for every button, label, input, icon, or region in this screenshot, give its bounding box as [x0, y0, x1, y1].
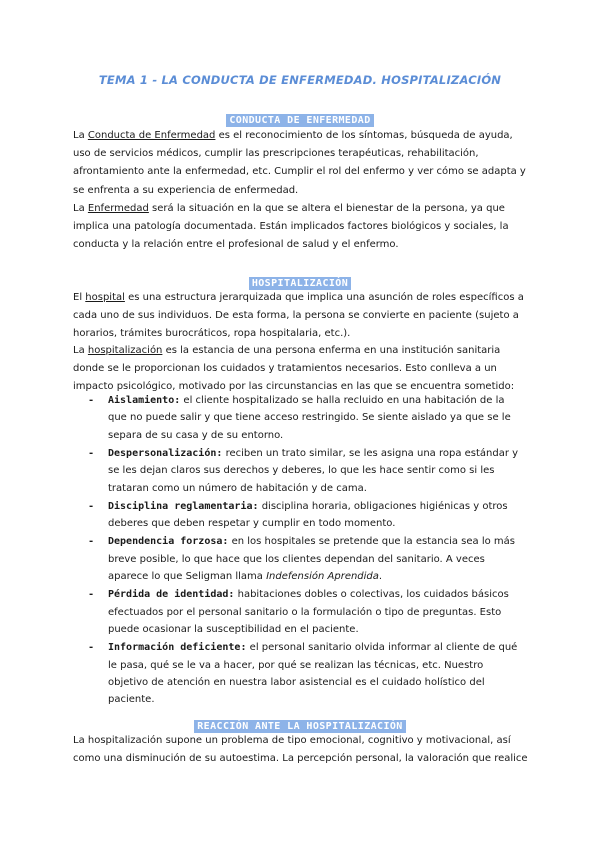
section-heading-hospitalizacion: HOSPITALIZACIÓN: [249, 277, 351, 290]
list-dash: -: [89, 395, 94, 406]
list-item-text: en los hospitales se pretende que la estancia sea lo más breve posible, lo que hace que los clientes dependan del sanitario. A veces aparece lo que Seligman llama: [108, 536, 515, 583]
paragraph-text: es la estancia de una persona enferma en una institución sanitaria donde se le proporcionan los cuidados y tratamientos necesarios. Esto conlleva a un impacto psicológico, motivado por las circunstancias en las que se encuentra sometido:: [73, 345, 515, 393]
paragraph-conducta-definition: [73, 127, 533, 200]
paragraph-enfermedad-definition: [73, 200, 533, 255]
list-item-text: disciplina horaria, obligaciones higiénicas y otros deberes que deben respetar y cumplir en todo momento.: [108, 500, 508, 530]
term-conducta-enfermedad: Conducta de Enfermedad: [87, 130, 216, 141]
list-item-term: Aislamiento:: [108, 395, 181, 406]
list-dash: -: [89, 447, 94, 459]
list-item-text: el cliente hospitalizado se halla recluido en una habitación de la que no puede salir y que tiene acceso restringido. Se siente aislado ya que se le separa de su casa y de su entorno.: [108, 395, 511, 441]
list-item-term: Despersonalización:: [108, 447, 223, 459]
list-item: [86, 639, 526, 709]
list-dash: -: [89, 500, 94, 512]
list-item-term: Pérdida de identidad:: [108, 589, 235, 601]
term-hospital: hospital: [85, 292, 125, 303]
list-dash: -: [89, 642, 94, 654]
paragraph-text: es una estructura jerarquizada que implica una asunción de roles específicos a cada uno de sus individuos. De esta forma, la persona se convierte en paciente (sujeto a horarios, trámites burocráticos, ropa hospitalaria, etc.).: [73, 292, 524, 340]
list-item-term: Disciplina reglamentaria:: [108, 500, 259, 512]
impact-list: [86, 392, 526, 709]
term-enfermedad: Enfermedad: [87, 203, 149, 214]
list-item-italic-term: Indefensión Aprendida: [266, 571, 379, 583]
list-item: [86, 533, 526, 585]
term-hospitalizacion: hospitalización: [87, 345, 163, 356]
list-item-text: el personal sanitario olvida informar al cliente de qué le pasa, qué se le va a hacer, por qué se realizan las técnicas, etc. Nuestro objetivo de atención en nuestra labor asistencial es el cuidado holístico del paciente.: [108, 642, 518, 706]
list-item: [86, 445, 526, 497]
list-item: [86, 498, 526, 533]
document-title: TEMA 1 - LA CONDUCTA DE ENFERMEDAD. HOSPITALIZACIÓN: [98, 73, 502, 87]
paragraph-prefix: La: [73, 203, 88, 214]
paragraph-prefix: El: [73, 292, 86, 303]
list-dash: -: [89, 536, 94, 548]
paragraph-prefix: La: [73, 130, 88, 141]
list-item-term: Dependencia forzosa:: [108, 536, 229, 548]
section-heading-wrap: [0, 714, 600, 733]
paragraph-text: La hospitalización supone un problema de tipo emocional, cognitivo y motivacional, así como una disminución de su autoestima. La percepción personal, la valoración que realice: [73, 735, 528, 765]
list-item-text: reciben un trato similar, se les asigna una ropa estándar y se les dejan claros sus derechos y deberes, lo que les hace sentir como si les trataran como un número de habitación y de cama.: [108, 447, 519, 494]
paragraph-hospitalizacion-definition: [73, 342, 533, 397]
list-item-text: habitaciones dobles o colectivas, los cuidados básicos efectuados por el personal sanitario o la formulación o tipo de preguntas. Esto puede ocasionar la susceptibilidad en el paciente.: [108, 589, 509, 636]
list-dash: -: [89, 589, 94, 601]
paragraph-text: será la situación en la que se altera el bienestar de la persona, ya que implica una patología documentada. Están implicados factores biológicos y sociales, la conducta y la relación entre el profesional de salud y el enfermo.: [73, 203, 509, 251]
section-heading-wrap: [0, 108, 600, 127]
section-heading-conducta: CONDUCTA DE ENFERMEDAD: [226, 114, 373, 127]
paragraph-text: es el reconocimiento de los síntomas, búsqueda de ayuda, uso de servicios médicos, cumplir las prescripciones terapéuticas, rehabilitación, afrontamiento ante la enfermedad, etc. Cumplir el rol del enfermo y ver cómo se adapta y se enfrenta a su experiencia de enfermedad.: [73, 130, 526, 196]
list-item: [86, 392, 526, 444]
paragraph-prefix: La: [73, 345, 88, 356]
paragraph-reaccion-intro: [73, 732, 533, 768]
paragraph-hospital-definition: [73, 289, 533, 344]
list-item-term: Información deficiente:: [108, 642, 247, 654]
section-heading-reaccion: REACCIÓN ANTE LA HOSPITALIZACIÓN: [194, 720, 405, 733]
section-heading-wrap: [0, 271, 600, 290]
list-item: [86, 586, 526, 638]
list-item-tail: .: [378, 571, 383, 583]
